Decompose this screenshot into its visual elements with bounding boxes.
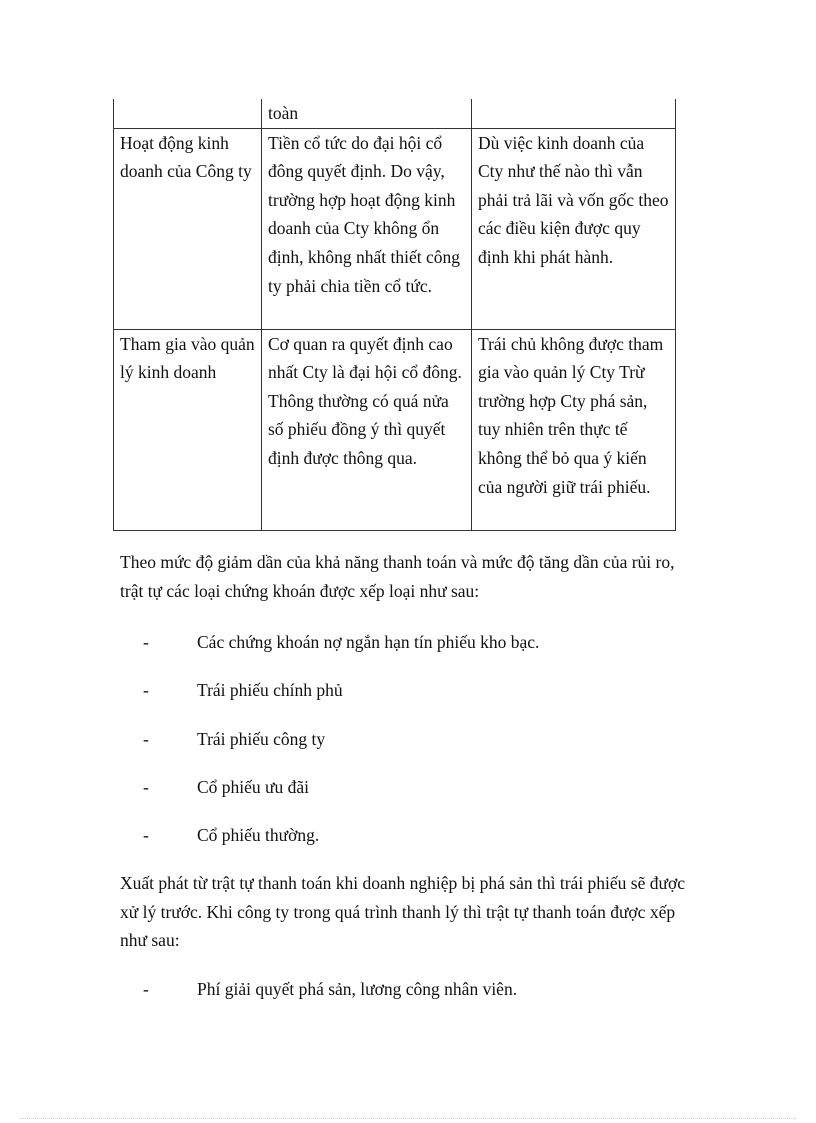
table-row [114,128,676,329]
list-item-text: Trái phiếu chính phủ [197,680,343,700]
bullet-dash: - [143,729,149,749]
list-item-text: Cổ phiếu ưu đãi [197,777,310,797]
table-cell: Hoạt động kinh doanh của Công ty [114,128,262,329]
bullet-dash: - [143,979,149,999]
bullet-dash: - [143,777,149,797]
list-item-text: Phí giải quyết phá sản, lương công nhân viên. [197,979,518,999]
list-item-text: Các chứng khoán nợ ngắn hạn tín phiếu kho bạc. [197,632,540,652]
paragraph: Theo mức độ giảm dần của khả năng thanh toán và mức độ tăng dần của rủi ro, trật tự các loại chứng khoán được xếp loại như sau: [120,552,675,601]
table-row [114,99,676,128]
table-cell: Trái chủ không được tham gia vào quản lý Cty Trừ trường hợp Cty phá sản, tuy nhiên trên thực tế không thể bỏ qua ý kiến của người giữ trái phiếu. [472,329,676,530]
page-divider [20,1118,796,1119]
list-item-text: Trái phiếu công ty [197,729,326,749]
list-item-text: Cổ phiếu thường. [197,825,320,845]
table-cell: Dù việc kinh doanh của Cty như thế nào thì vẫn phải trả lãi và vốn gốc theo các điều kiện được quy định khi phát hành. [472,128,676,329]
comparison-table [113,99,676,531]
table-cell: toàn [262,99,472,128]
table-cell [472,99,676,128]
table-cell [114,99,262,128]
bullet-dash: - [143,680,149,700]
bullet-dash: - [143,825,149,845]
table-cell: Cơ quan ra quyết định cao nhất Cty là đại hội cổ đông. Thông thường có quá nửa số phiếu đồng ý thì quyết định được thông qua. [262,329,472,530]
paragraph: Xuất phát từ trật tự thanh toán khi doanh nghiệp bị phá sản thì trái phiếu sẽ được xử lý trước. Khi công ty trong quá trình thanh lý thì trật tự thanh toán được xếp như sau: [120,873,686,951]
table-cell: Tiền cổ tức do đại hội cổ đông quyết định. Do vậy, trường hợp hoạt động kinh doanh của Cty không ổn định, không nhất thiết công ty phải chia tiền cổ tức. [262,128,472,329]
table-cell: Tham gia vào quản lý kinh doanh [114,329,262,530]
table-row [114,329,676,530]
bullet-dash: - [143,632,149,652]
